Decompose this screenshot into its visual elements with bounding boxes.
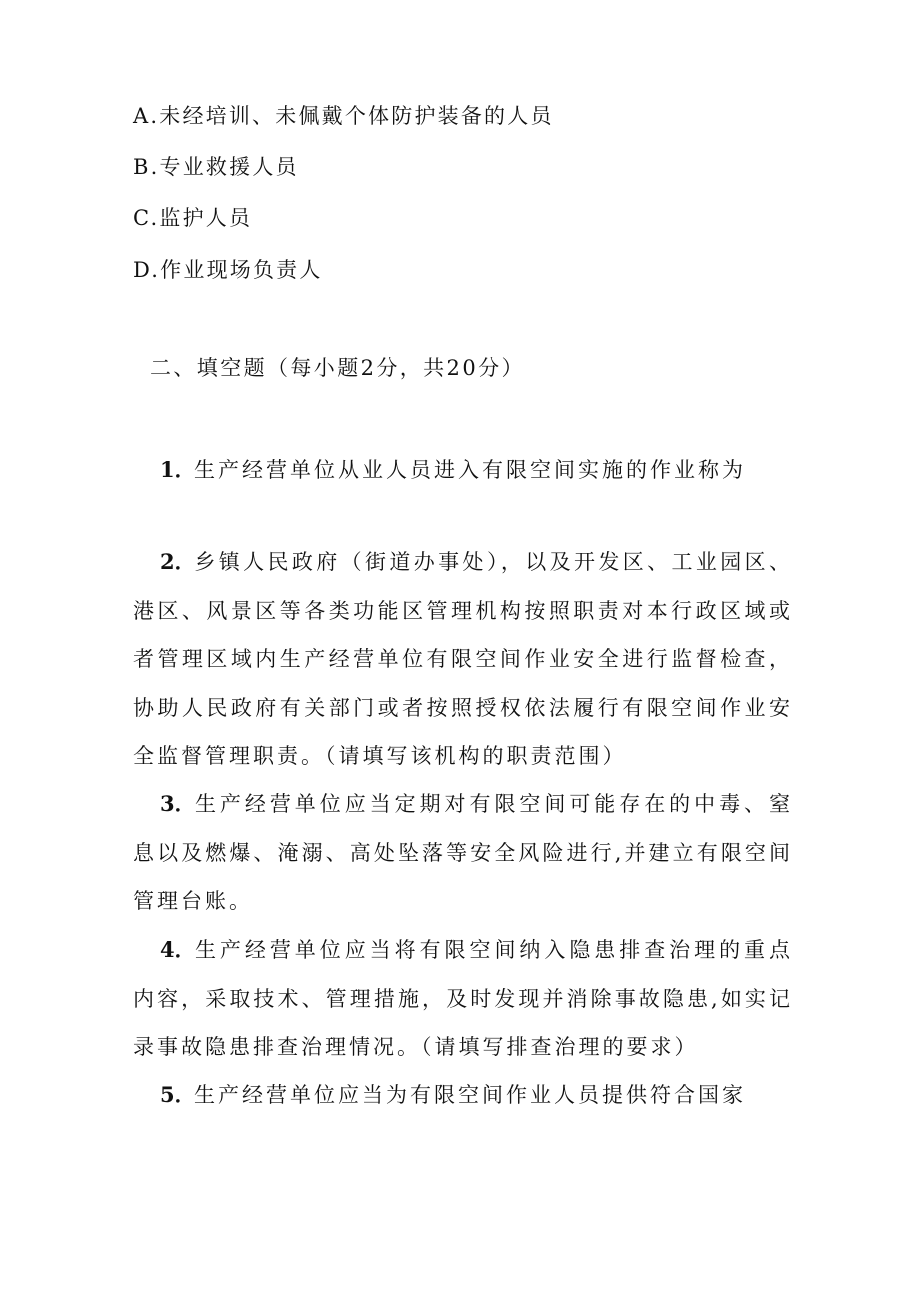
question-number: 3． [160, 791, 196, 816]
option-d [133, 256, 323, 284]
option-letter: B. [133, 155, 160, 179]
question-number: 2． [160, 549, 196, 574]
question-text: 生产经营单位从业人员进入有限空间实施的作业称为 [194, 458, 746, 482]
option-c [133, 204, 252, 232]
option-text: 作业现场负责人 [160, 258, 323, 282]
option-a [133, 102, 554, 130]
option-text: 专业救援人员 [159, 155, 299, 179]
question-text: 乡镇人民政府（街道办事处），以及开发区、工业园区、港区、风景区等各类功能区管理机构按照职责对本行政区域或者管理区域内生产经营单位有限空间作业安全进行监督检查，协助人民政府有关部门或者按照授权依法履行有限空间作业安全监督管理职责。（请填写该机构的职责范围） [133, 550, 793, 768]
question-text: 生产经营单位应当为有限空间作业人员提供符合国家 [194, 1083, 746, 1107]
question-2 [133, 538, 793, 781]
option-letter: A. [133, 104, 160, 128]
question-number: 5． [160, 1082, 196, 1107]
section-title: 二、填空题（每小题2分，共20分） [150, 356, 525, 380]
question-text: 生产经营单位应当定期对有限空间可能存在的中毒、窒息以及燃爆、淹溺、高处坠落等安全风险进行,并建立有限空间管理台账。 [133, 792, 793, 913]
question-5 [133, 1071, 793, 1120]
option-text: 监护人员 [159, 206, 253, 230]
option-b [133, 153, 299, 181]
question-number: 4． [160, 937, 196, 962]
option-text: 未经培训、未佩戴个体防护装备的人员 [159, 104, 554, 128]
question-1 [133, 446, 793, 495]
option-letter: C. [133, 206, 160, 230]
option-letter: D. [133, 258, 161, 282]
question-text: 生产经营单位应当将有限空间纳入隐患排查治理的重点内容，采取技术、管理措施，及时发现并消除事故隐患,如实记录事故隐患排查治理情况。（请填写排查治理的要求） [133, 938, 793, 1059]
question-3 [133, 780, 793, 926]
question-number: 1． [160, 457, 196, 482]
question-4 [133, 926, 793, 1072]
